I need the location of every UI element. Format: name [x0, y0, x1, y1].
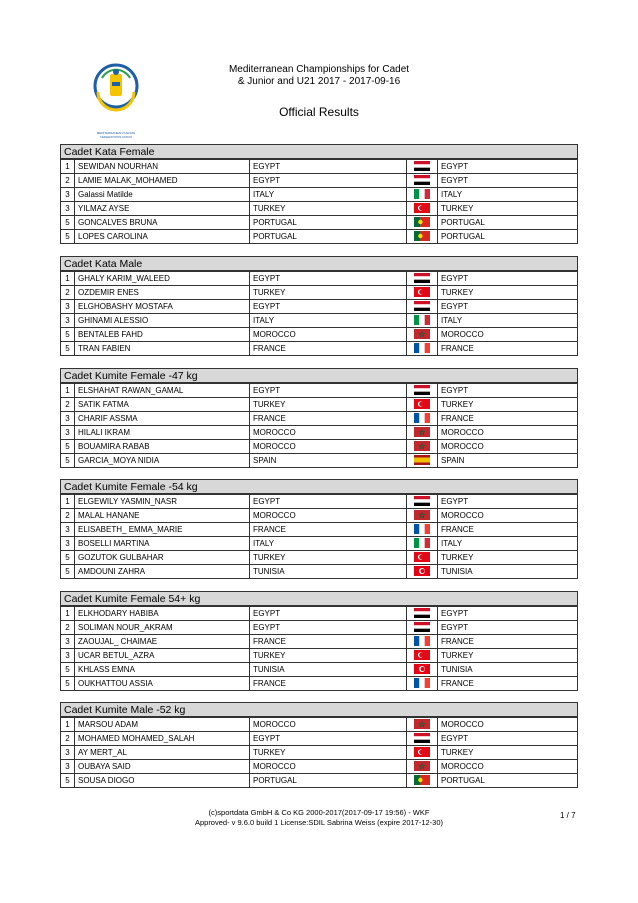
- athlete-name-cell: ELKHODARY HABIBA: [75, 607, 250, 621]
- category-title: Cadet Kumite Female 54+ kg: [60, 591, 578, 606]
- category-title: Cadet Kata Female: [60, 144, 578, 159]
- rank-cell: 3: [61, 426, 75, 440]
- table-row: [61, 509, 578, 523]
- rank-cell: 1: [61, 272, 75, 286]
- flag-cell: [407, 454, 438, 468]
- athlete-name-cell: OUBAYA SAID: [75, 760, 250, 774]
- athlete-name-cell: LOPES CAROLINA: [75, 230, 250, 244]
- egypt-flag-icon: [414, 273, 430, 283]
- athlete-name-cell: OZDEMIR ENES: [75, 286, 250, 300]
- rank-cell: 2: [61, 286, 75, 300]
- athlete-name-cell: GARCIA_MOYA NIDIA: [75, 454, 250, 468]
- team-country-cell: MOROCCO: [438, 760, 578, 774]
- team-country-cell: ITALY: [438, 188, 578, 202]
- team-country-cell: MOROCCO: [438, 718, 578, 732]
- flag-cell: [407, 746, 438, 760]
- athlete-name-cell: CHARIF ASSMA: [75, 412, 250, 426]
- table-row: [61, 174, 578, 188]
- athlete-name-cell: BOSELLI MARTINA: [75, 537, 250, 551]
- athlete-name-cell: YILMAZ AYSE: [75, 202, 250, 216]
- flag-cell: [407, 174, 438, 188]
- table-row: [61, 328, 578, 342]
- athlete-name-cell: GOZUTOK GULBAHAR: [75, 551, 250, 565]
- table-row: [61, 202, 578, 216]
- italy-flag-icon: [414, 189, 430, 199]
- country-cell: MOROCCO: [250, 760, 407, 774]
- category-block: [60, 479, 578, 579]
- document-header: [160, 64, 478, 119]
- athlete-name-cell: MALAL HANANE: [75, 509, 250, 523]
- rank-cell: 3: [61, 760, 75, 774]
- egypt-flag-icon: [414, 385, 430, 395]
- team-country-cell: EGYPT: [438, 300, 578, 314]
- flag-cell: [407, 677, 438, 691]
- rank-cell: 3: [61, 635, 75, 649]
- table-row: [61, 272, 578, 286]
- team-country-cell: SPAIN: [438, 454, 578, 468]
- flag-cell: [407, 537, 438, 551]
- country-cell: EGYPT: [250, 621, 407, 635]
- country-cell: TURKEY: [250, 649, 407, 663]
- country-cell: FRANCE: [250, 412, 407, 426]
- flag-cell: [407, 774, 438, 788]
- team-country-cell: TURKEY: [438, 286, 578, 300]
- turkey-flag-icon: [414, 552, 430, 562]
- flag-cell: [407, 314, 438, 328]
- page-subtitle: Official Results: [279, 105, 359, 119]
- athlete-name-cell: ELGEWILY YASMIN_NASR: [75, 495, 250, 509]
- flag-cell: [407, 286, 438, 300]
- team-country-cell: PORTUGAL: [438, 216, 578, 230]
- flag-cell: [407, 649, 438, 663]
- table-row: [61, 607, 578, 621]
- country-cell: FRANCE: [250, 342, 407, 356]
- table-row: [61, 649, 578, 663]
- country-cell: PORTUGAL: [250, 774, 407, 788]
- morocco-flag-icon: [414, 441, 430, 451]
- flag-cell: [407, 732, 438, 746]
- page-number: 1 / 7: [560, 811, 576, 820]
- rank-cell: 5: [61, 677, 75, 691]
- team-country-cell: FRANCE: [438, 523, 578, 537]
- federation-logo: [92, 62, 140, 139]
- rank-cell: 2: [61, 398, 75, 412]
- portugal-flag-icon: [414, 217, 430, 227]
- team-country-cell: TURKEY: [438, 398, 578, 412]
- flag-cell: [407, 398, 438, 412]
- rank-cell: 5: [61, 774, 75, 788]
- category-title: Cadet Kumite Female -54 kg: [60, 479, 578, 494]
- rank-cell: 3: [61, 537, 75, 551]
- rank-cell: 1: [61, 718, 75, 732]
- athlete-name-cell: KHLASS EMNA: [75, 663, 250, 677]
- flag-cell: [407, 760, 438, 774]
- flag-cell: [407, 230, 438, 244]
- flag-cell: [407, 495, 438, 509]
- team-country-cell: FRANCE: [438, 412, 578, 426]
- morocco-flag-icon: [414, 329, 430, 339]
- flag-cell: [407, 440, 438, 454]
- flag-cell: [407, 607, 438, 621]
- country-cell: MOROCCO: [250, 426, 407, 440]
- rank-cell: 2: [61, 174, 75, 188]
- results-table: [60, 606, 578, 691]
- rank-cell: 5: [61, 328, 75, 342]
- table-row: [61, 398, 578, 412]
- country-cell: EGYPT: [250, 607, 407, 621]
- athlete-name-cell: GHINAMI ALESSIO: [75, 314, 250, 328]
- table-row: [61, 718, 578, 732]
- table-row: [61, 774, 578, 788]
- morocco-flag-icon: [414, 427, 430, 437]
- country-cell: EGYPT: [250, 732, 407, 746]
- results-table: [60, 717, 578, 788]
- table-row: [61, 454, 578, 468]
- flag-cell: [407, 523, 438, 537]
- table-row: [61, 760, 578, 774]
- results-table: [60, 383, 578, 468]
- table-row: [61, 635, 578, 649]
- athlete-name-cell: SOUSA DIOGO: [75, 774, 250, 788]
- athlete-name-cell: GONCALVES BRUNA: [75, 216, 250, 230]
- egypt-flag-icon: [414, 496, 430, 506]
- country-cell: FRANCE: [250, 523, 407, 537]
- egypt-flag-icon: [414, 175, 430, 185]
- country-cell: PORTUGAL: [250, 216, 407, 230]
- team-country-cell: MOROCCO: [438, 328, 578, 342]
- athlete-name-cell: SATIK FATMA: [75, 398, 250, 412]
- athlete-name-cell: SEWIDAN NOURHAN: [75, 160, 250, 174]
- team-country-cell: PORTUGAL: [438, 774, 578, 788]
- flag-cell: [407, 216, 438, 230]
- egypt-flag-icon: [414, 622, 430, 632]
- turkey-flag-icon: [414, 203, 430, 213]
- table-row: [61, 440, 578, 454]
- flag-cell: [407, 160, 438, 174]
- category-title: Cadet Kumite Male -52 kg: [60, 702, 578, 717]
- flag-cell: [407, 718, 438, 732]
- title-line-1: Mediterranean Championships for Cadet: [228, 64, 410, 75]
- results-table: [60, 271, 578, 356]
- category-title: Cadet Kata Male: [60, 256, 578, 271]
- rank-cell: 2: [61, 621, 75, 635]
- athlete-name-cell: BENTALEB FAHD: [75, 328, 250, 342]
- table-row: [61, 188, 578, 202]
- team-country-cell: TURKEY: [438, 746, 578, 760]
- spain-flag-icon: [414, 455, 430, 465]
- country-cell: MOROCCO: [250, 509, 407, 523]
- athlete-name-cell: ELSHAHAT RAWAN_GAMAL: [75, 384, 250, 398]
- athlete-name-cell: UCAR BETUL_AZRA: [75, 649, 250, 663]
- rank-cell: 3: [61, 188, 75, 202]
- footer-copyright: (c)sportdata GmbH & Co KG 2000-2017(2017-09-17 19:56) - WKF: [208, 808, 430, 817]
- egypt-flag-icon: [414, 161, 430, 171]
- athlete-name-cell: ELGHOBASHY MOSTAFA: [75, 300, 250, 314]
- tunisia-flag-icon: [414, 566, 430, 576]
- morocco-flag-icon: [414, 719, 430, 729]
- team-country-cell: PORTUGAL: [438, 230, 578, 244]
- turkey-flag-icon: [414, 650, 430, 660]
- country-cell: EGYPT: [250, 300, 407, 314]
- turkey-flag-icon: [414, 287, 430, 297]
- flag-cell: [407, 188, 438, 202]
- flag-cell: [407, 663, 438, 677]
- italy-flag-icon: [414, 538, 430, 548]
- team-country-cell: EGYPT: [438, 384, 578, 398]
- footer-license: Approved- v 9.6.0 build 1 License:SDIL Sabrina Weiss (expire 2017-12-30): [194, 818, 444, 827]
- rank-cell: 5: [61, 216, 75, 230]
- country-cell: TUNISIA: [250, 663, 407, 677]
- flag-cell: [407, 635, 438, 649]
- portugal-flag-icon: [414, 775, 430, 785]
- table-row: [61, 565, 578, 579]
- athlete-name-cell: TRAN FABIEN: [75, 342, 250, 356]
- turkey-flag-icon: [414, 747, 430, 757]
- rank-cell: 5: [61, 663, 75, 677]
- rank-cell: 5: [61, 440, 75, 454]
- morocco-flag-icon: [414, 510, 430, 520]
- table-row: [61, 426, 578, 440]
- rank-cell: 1: [61, 495, 75, 509]
- flag-cell: [407, 426, 438, 440]
- athlete-name-cell: MARSOU ADAM: [75, 718, 250, 732]
- table-row: [61, 523, 578, 537]
- team-country-cell: EGYPT: [438, 495, 578, 509]
- athlete-name-cell: OUKHATTOU ASSIA: [75, 677, 250, 691]
- rank-cell: 5: [61, 565, 75, 579]
- france-flag-icon: [414, 636, 430, 646]
- country-cell: MOROCCO: [250, 718, 407, 732]
- table-row: [61, 230, 578, 244]
- table-row: [61, 495, 578, 509]
- team-country-cell: TUNISIA: [438, 565, 578, 579]
- footer: [150, 808, 488, 828]
- table-row: [61, 663, 578, 677]
- flag-cell: [407, 384, 438, 398]
- flag-cell: [407, 551, 438, 565]
- team-country-cell: TURKEY: [438, 202, 578, 216]
- rank-cell: 3: [61, 412, 75, 426]
- athlete-name-cell: AY MERT_AL: [75, 746, 250, 760]
- athlete-name-cell: MOHAMED MOHAMED_SALAH: [75, 732, 250, 746]
- athlete-name-cell: BOUAMIRA RABAB: [75, 440, 250, 454]
- category-title: Cadet Kumite Female -47 kg: [60, 368, 578, 383]
- athlete-name-cell: AMDOUNI ZAHRA: [75, 565, 250, 579]
- flag-cell: [407, 565, 438, 579]
- turkey-flag-icon: [414, 399, 430, 409]
- team-country-cell: TURKEY: [438, 551, 578, 565]
- country-cell: TURKEY: [250, 551, 407, 565]
- results-table: [60, 159, 578, 244]
- country-cell: MOROCCO: [250, 440, 407, 454]
- results-table: [60, 494, 578, 579]
- title-line-2: & Junior and U21 2017 - 2017-09-16: [237, 76, 401, 87]
- country-cell: TURKEY: [250, 746, 407, 760]
- rank-cell: 3: [61, 314, 75, 328]
- rank-cell: 2: [61, 509, 75, 523]
- country-cell: TURKEY: [250, 398, 407, 412]
- portugal-flag-icon: [414, 231, 430, 241]
- team-country-cell: TUNISIA: [438, 663, 578, 677]
- table-row: [61, 732, 578, 746]
- athlete-name-cell: ZAOUJAL_ CHAIMAE: [75, 635, 250, 649]
- team-country-cell: ITALY: [438, 537, 578, 551]
- rank-cell: 1: [61, 607, 75, 621]
- country-cell: ITALY: [250, 188, 407, 202]
- team-country-cell: EGYPT: [438, 272, 578, 286]
- team-country-cell: MOROCCO: [438, 426, 578, 440]
- country-cell: FRANCE: [250, 635, 407, 649]
- flag-cell: [407, 328, 438, 342]
- athlete-name-cell: SOLIMAN NOUR_AKRAM: [75, 621, 250, 635]
- flag-cell: [407, 509, 438, 523]
- rank-cell: 5: [61, 454, 75, 468]
- team-country-cell: ITALY: [438, 314, 578, 328]
- athlete-name-cell: GHALY KARIM_WALEED: [75, 272, 250, 286]
- table-row: [61, 621, 578, 635]
- country-cell: FRANCE: [250, 677, 407, 691]
- team-country-cell: EGYPT: [438, 174, 578, 188]
- flag-cell: [407, 272, 438, 286]
- team-country-cell: EGYPT: [438, 621, 578, 635]
- table-row: [61, 746, 578, 760]
- country-cell: EGYPT: [250, 495, 407, 509]
- rank-cell: 5: [61, 342, 75, 356]
- team-country-cell: EGYPT: [438, 607, 578, 621]
- country-cell: EGYPT: [250, 160, 407, 174]
- flag-cell: [407, 342, 438, 356]
- country-cell: EGYPT: [250, 272, 407, 286]
- country-cell: EGYPT: [250, 384, 407, 398]
- table-row: [61, 412, 578, 426]
- team-country-cell: MOROCCO: [438, 509, 578, 523]
- rank-cell: 3: [61, 523, 75, 537]
- rank-cell: 3: [61, 202, 75, 216]
- rank-cell: 2: [61, 732, 75, 746]
- flag-cell: [407, 412, 438, 426]
- team-country-cell: EGYPT: [438, 732, 578, 746]
- category-block: [60, 591, 578, 691]
- table-row: [61, 286, 578, 300]
- table-row: [61, 160, 578, 174]
- rank-cell: 1: [61, 160, 75, 174]
- table-row: [61, 216, 578, 230]
- team-country-cell: EGYPT: [438, 160, 578, 174]
- athlete-name-cell: LAMIE MALAK_MOHAMED: [75, 174, 250, 188]
- flag-cell: [407, 621, 438, 635]
- table-row: [61, 551, 578, 565]
- athlete-name-cell: HILALI IKRAM: [75, 426, 250, 440]
- country-cell: SPAIN: [250, 454, 407, 468]
- category-block: [60, 368, 578, 468]
- tunisia-flag-icon: [414, 664, 430, 674]
- morocco-flag-icon: [414, 761, 430, 771]
- france-flag-icon: [414, 524, 430, 534]
- country-cell: TUNISIA: [250, 565, 407, 579]
- country-cell: ITALY: [250, 314, 407, 328]
- team-country-cell: MOROCCO: [438, 440, 578, 454]
- team-country-cell: TURKEY: [438, 649, 578, 663]
- france-flag-icon: [414, 343, 430, 353]
- table-row: [61, 537, 578, 551]
- rank-cell: 3: [61, 746, 75, 760]
- egypt-flag-icon: [414, 608, 430, 618]
- table-row: [61, 342, 578, 356]
- country-cell: MOROCCO: [250, 328, 407, 342]
- country-cell: TURKEY: [250, 286, 407, 300]
- athlete-name-cell: ELISABETH_ EMMA_MARIE: [75, 523, 250, 537]
- rank-cell: 3: [61, 300, 75, 314]
- team-country-cell: FRANCE: [438, 635, 578, 649]
- table-row: [61, 677, 578, 691]
- category-block: [60, 256, 578, 356]
- table-row: [61, 300, 578, 314]
- italy-flag-icon: [414, 315, 430, 325]
- logo-text: MEDITERRANEAN KARATE FEDERATIONS UNION: [96, 131, 136, 139]
- table-row: [61, 314, 578, 328]
- country-cell: EGYPT: [250, 174, 407, 188]
- athlete-name-cell: Galassi Matilde: [75, 188, 250, 202]
- table-row: [61, 384, 578, 398]
- egypt-flag-icon: [414, 301, 430, 311]
- team-country-cell: FRANCE: [438, 677, 578, 691]
- rank-cell: 5: [61, 551, 75, 565]
- category-block: [60, 144, 578, 244]
- flag-cell: [407, 202, 438, 216]
- france-flag-icon: [414, 413, 430, 423]
- category-block: [60, 702, 578, 788]
- rank-cell: 3: [61, 649, 75, 663]
- country-cell: PORTUGAL: [250, 230, 407, 244]
- team-country-cell: FRANCE: [438, 342, 578, 356]
- rank-cell: 5: [61, 230, 75, 244]
- egypt-flag-icon: [414, 733, 430, 743]
- france-flag-icon: [414, 678, 430, 688]
- rank-cell: 1: [61, 384, 75, 398]
- country-cell: TURKEY: [250, 202, 407, 216]
- flag-cell: [407, 300, 438, 314]
- country-cell: ITALY: [250, 537, 407, 551]
